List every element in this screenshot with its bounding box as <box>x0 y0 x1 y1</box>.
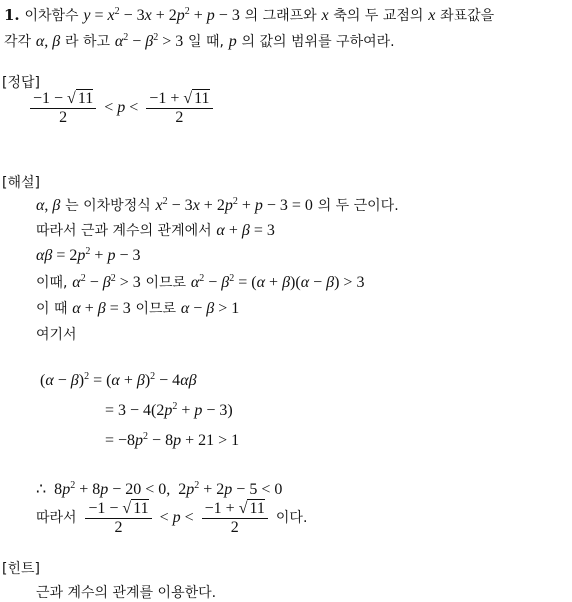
problem-text: 의 그래프와 <box>244 8 317 24</box>
solution-label: [해설] <box>2 175 40 191</box>
solution-line-5: 이 때 α + β = 3 이므로 α − β > 1 <box>36 300 240 317</box>
answer-label: [정답] <box>2 75 40 91</box>
solution-line-3: $\alpha\beta = 2p^2 + p - 3$ <box>36 246 141 264</box>
problem-text: 일 때, <box>188 34 224 50</box>
solution-line-6: 여기서 <box>36 327 77 343</box>
problem-text: 각각 <box>4 34 32 50</box>
answer-inequality: $\frac{-1 - √ 11}{2}$ < p < $\frac{-1 + √ 11}{2}$ <box>26 90 217 127</box>
solution-line-2: 따라서 근과 계수의 관계에서 α + β = 3 <box>36 222 275 239</box>
solution-line-4: 이때, $\alpha^2 - \beta^2 > 3$ 이므로 $\alpha^2 - \beta^2 = (\alpha + \beta)(\alpha - \beta) > 3$ <box>36 273 365 291</box>
problem-text: 좌표값을 <box>440 8 495 24</box>
equation-line-1: $(\alpha - \beta)^2 = (\alpha + \beta)^2 - 4\alpha\beta$ <box>40 371 197 389</box>
equation-line-2: = $3 - 4(2p^2 + p - 3)$ <box>105 401 233 419</box>
solution-line-1: α, β 는 이차방정식 $x^2 - 3x + 2p^2 + p - 3 = 0$ 의 두 근이다. <box>36 196 399 214</box>
problem-text: 라 하고 <box>65 34 111 50</box>
therefore-line: ∴ $8p^2 + 8p - 20 < 0$, $2p^2 + 2p - 5 < 0$ <box>36 480 283 498</box>
problem-text: 축의 두 교점의 <box>333 8 424 24</box>
hint-label: [힌트] <box>2 561 40 577</box>
problem-line-1: 1. 이차함수 $y = x^2 - 3x + 2p^2 + p - 3$ 의 그래프와 x 축의 두 교점의 x 좌표값을 <box>4 6 495 24</box>
equation-line-3: = $-8p^2 - 8p + 21 > 1$ <box>105 431 240 449</box>
problem-number: 1. <box>4 6 20 24</box>
problem-text: 의 값의 범위를 구하여라. <box>241 34 395 50</box>
final-line: 따라서 $\frac{-1 - √ 11}{2}$ < p < $\frac{-1 + √ 11}{2}$ 이다. <box>36 500 308 536</box>
problem-line-2: 각각 α, β 라 하고 $\alpha^2 - \beta^2 > 3$ 일 때, p 의 값의 범위를 구하여라. <box>4 32 395 50</box>
problem-text: 이차함수 <box>24 8 79 24</box>
function-expression: $y = x^2 - 3x + 2p^2 + p - 3$ <box>83 6 240 24</box>
hint-text: 근과 계수의 관계를 이용한다. <box>36 585 217 601</box>
